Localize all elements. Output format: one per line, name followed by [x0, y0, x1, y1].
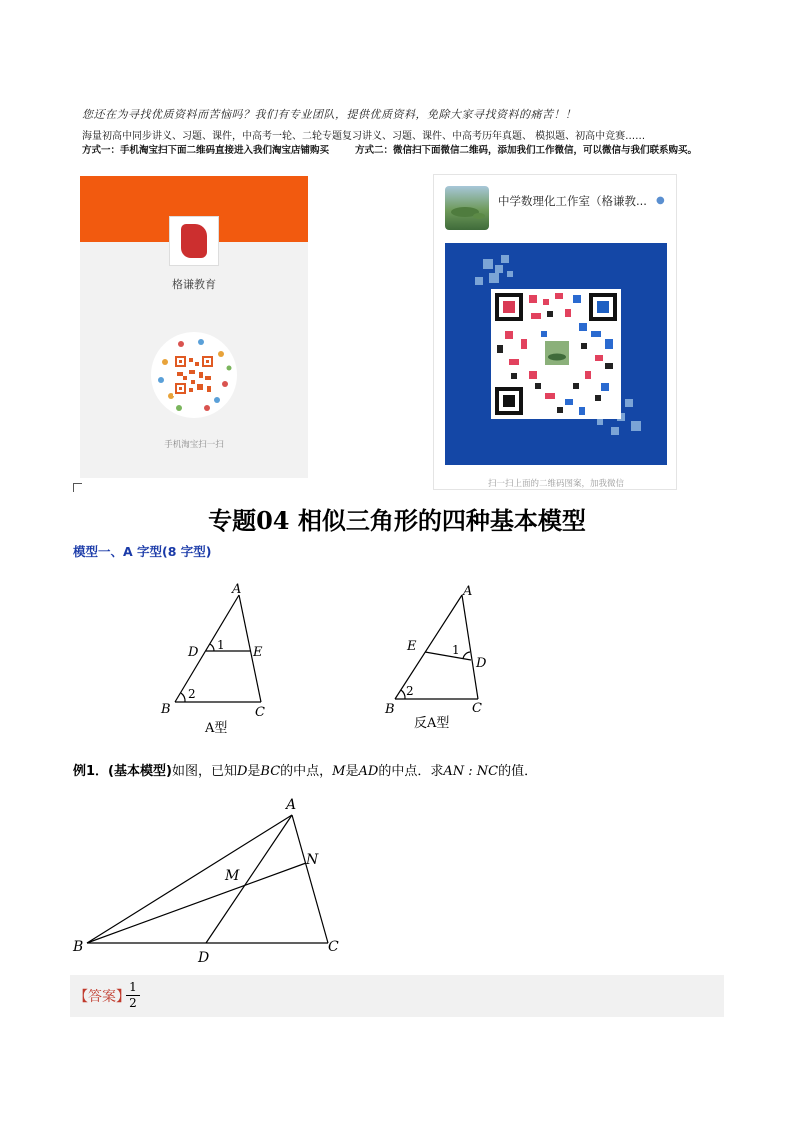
wechat-account-name: 中学数理化工作室（格谦教...: [498, 194, 647, 208]
fig-a-label-a: A: [232, 582, 242, 597]
shop-logo: [169, 216, 219, 266]
math-var: D: [236, 764, 248, 779]
corner-mark: [73, 483, 82, 492]
math-var: AD: [358, 764, 379, 779]
answer-numerator: 1: [129, 980, 137, 994]
document-title: 专题04 相似三角形的四种基本模型: [208, 506, 586, 535]
fig-a-label-e: E: [253, 645, 263, 660]
ex-label-c: C: [328, 939, 339, 955]
promo-headline: 您还在为寻找优质资料而苦恼吗？我们有专业团队，提供优质资料，免除大家寻找资料的痛苦！！: [82, 108, 577, 121]
math-var: M: [332, 764, 346, 779]
taobao-qr-code[interactable]: [151, 332, 237, 418]
fig-a-caption: A型: [205, 721, 228, 736]
taobao-shop-card[interactable]: [80, 176, 308, 478]
figure-a-model: [150, 575, 280, 740]
figure-reverse-a-model: [375, 575, 505, 740]
fig-b-label-2: 2: [406, 684, 414, 698]
fig-b-label-c: C: [472, 701, 482, 716]
ex-label-n: N: [306, 852, 319, 868]
taobao-scan-caption: 手机淘宝扫一扫: [164, 440, 224, 450]
purchase-way-taobao: 方式一：手机淘宝扫下面二维码直接进入我们淘宝店铺购买: [82, 145, 330, 156]
ex-label-d: D: [198, 950, 210, 966]
fig-b-label-b: B: [385, 702, 395, 717]
shop-name: 格谦教育: [172, 278, 216, 291]
fig-b-label-d: D: [476, 656, 487, 671]
seal-logo-icon: [181, 224, 207, 258]
math-var: BC: [260, 764, 281, 779]
example-text: 的值．: [498, 764, 538, 779]
example-tag: (基本模型): [108, 764, 172, 779]
fig-a-label-d: D: [188, 645, 199, 660]
fig-a-label-1: 1: [217, 638, 225, 652]
purchase-way-wechat: 方式二：微信扫下面微信二维码，添加我们工作微信，可以微信与我们联系购买。: [355, 145, 698, 156]
example-text: 是: [247, 764, 261, 779]
example-text: 的中点．求: [378, 764, 444, 779]
fig-b-label-e: E: [407, 639, 417, 654]
fig-b-caption: 反A型: [414, 716, 450, 731]
fig-b-label-a: A: [463, 584, 473, 599]
promo-resources: 海量初高中同步讲义、习题、课件，中高考一轮、二轮专题复习讲义、习题、课件、中高考历年真题、 模拟题、初高中竞赛……: [82, 131, 646, 142]
example-text: 的中点，: [280, 764, 333, 779]
promo-purchase-ways: [82, 142, 723, 156]
wechat-contact-card[interactable]: [433, 174, 677, 490]
answer-denominator: 2: [129, 996, 137, 1010]
fig-a-label-c: C: [255, 705, 265, 720]
example-number: 例1．: [73, 764, 109, 779]
answer-box: [70, 975, 724, 1017]
ex-label-b: B: [73, 939, 84, 955]
ex-label-a: A: [286, 797, 297, 813]
ex-label-m: M: [225, 868, 240, 884]
wechat-scan-caption: 扫一扫上面的二维码图案，加我微信: [487, 479, 624, 489]
answer-fraction: [126, 981, 140, 1010]
user-icon: ●: [656, 195, 665, 206]
math-var: AN : NC: [443, 764, 499, 779]
fig-b-label-1: 1: [452, 643, 460, 657]
wechat-avatar: [445, 186, 489, 230]
example-text: 是: [345, 764, 359, 779]
fig-a-label-2: 2: [188, 687, 196, 701]
wechat-qr-code[interactable]: [445, 243, 667, 465]
fig-a-label-b: B: [161, 702, 171, 717]
example-1-statement: [73, 760, 537, 779]
example-1-figure: [70, 790, 360, 970]
example-text: 如图，已知: [171, 764, 237, 779]
answer-label: 【答案】: [74, 989, 130, 1005]
section-title-model-1: 模型一、A 字型(8 字型): [73, 544, 212, 559]
